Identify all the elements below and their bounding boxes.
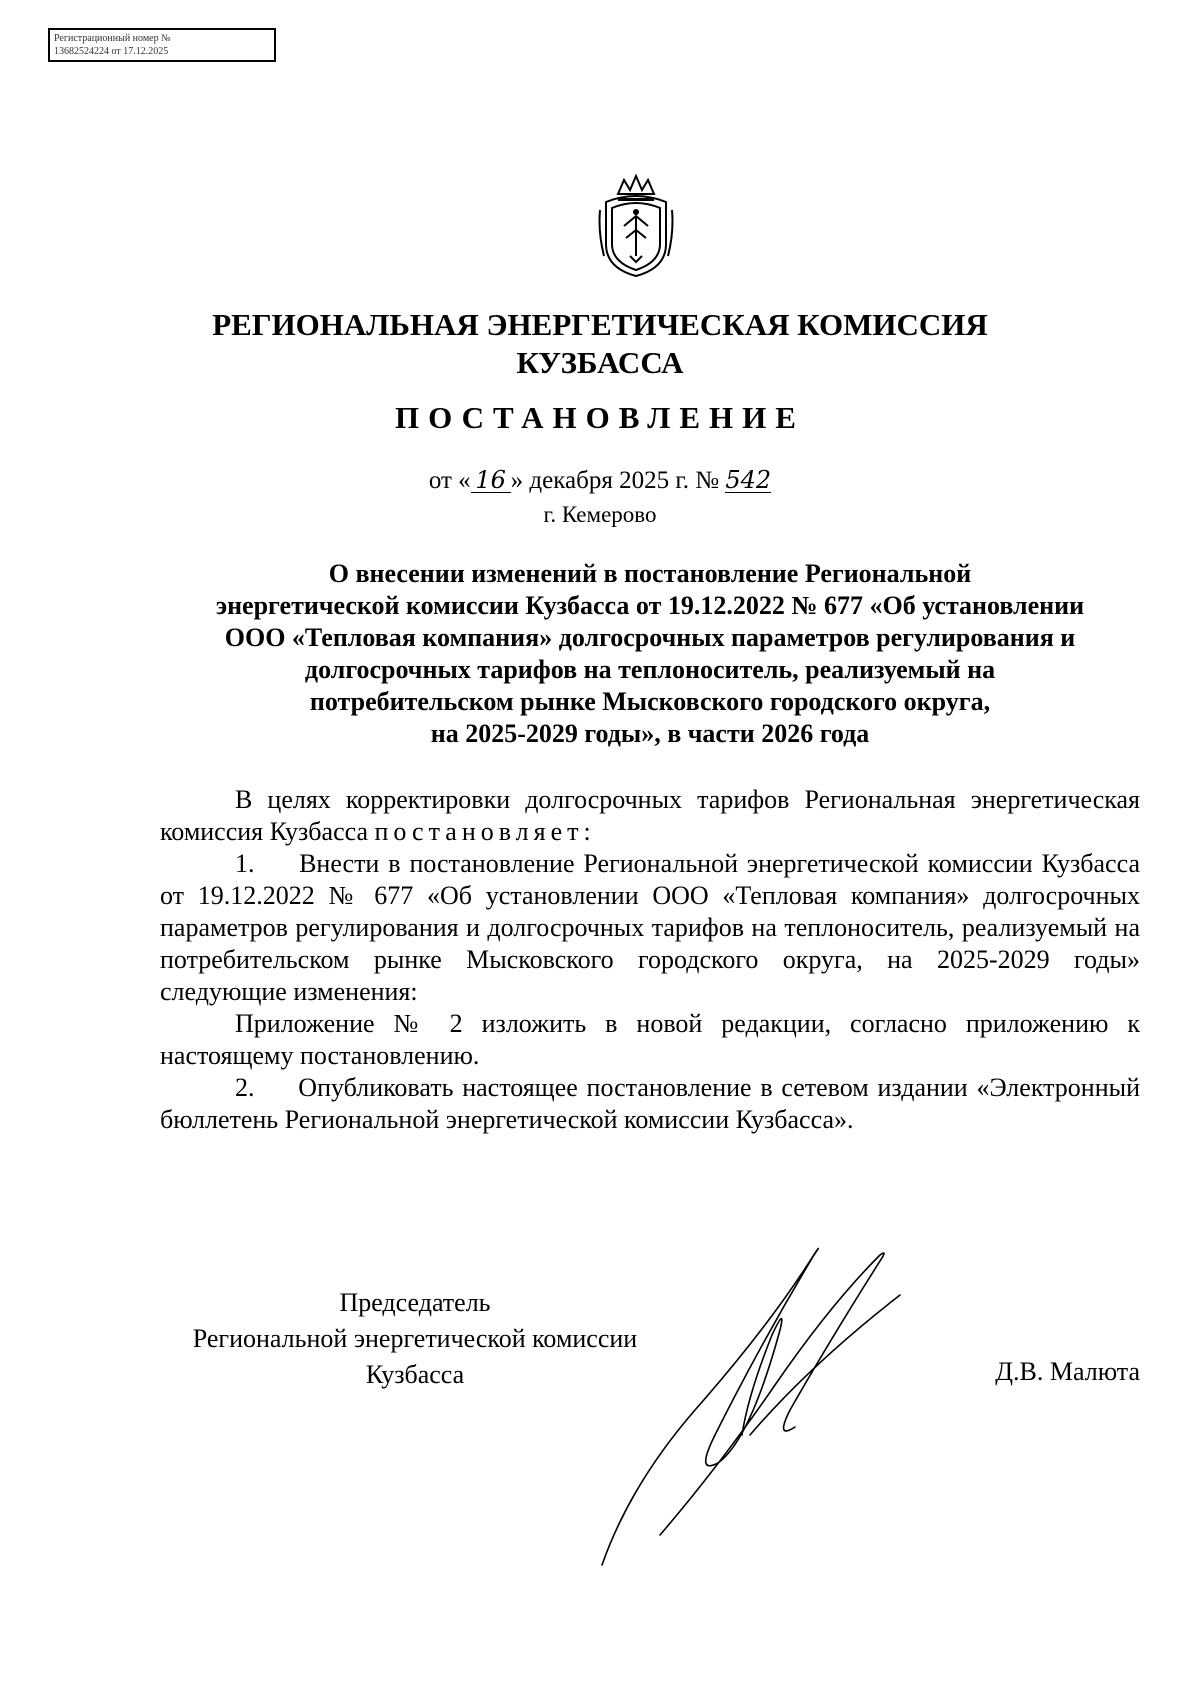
item-1-detail: Приложение № 2 изложить в новой редакции, согласно приложению к настоящему постановлению. [160, 1009, 1140, 1070]
intro-paragraph [160, 784, 1140, 848]
handwritten-day: 16 [471, 468, 511, 493]
subject-line: на 2025-2029 годы», в части 2026 года [430, 719, 870, 748]
registration-number: 13682524224 от 17.12.2025 [54, 46, 169, 57]
subject-line: долгосрочных тарифов на теплоноситель, реализуемый на [304, 655, 996, 684]
organization-line-2: КУЗБАССА [516, 345, 684, 380]
registration-stamp [48, 28, 276, 62]
document-type: ПОСТАНОВЛЕНИЕ [395, 400, 805, 435]
handwritten-signature [600, 1235, 1020, 1575]
signer-title-line-2: Региональной энергетической комиссии [192, 1324, 638, 1353]
item-1: 1. Внести в постановление Региональной энергетической комиссии Кузбасса от 19.12.2022 № 677 «Об установлении ООО «Тепловая компания» долгосрочных параметров регулирования и долгосрочных тарифов на теплоноситель, реализуемый на потребительском рынке Мысковского городского округа, на 2025-2029 годы» следующие изменения: [160, 849, 1140, 1006]
registration-label: Регистрационный номер № [54, 33, 171, 44]
subject-line: О внесении изменений в постановление Региональной [328, 559, 972, 588]
signer-title [155, 1285, 675, 1393]
organization-line-1: РЕГИОНАЛЬНАЯ ЭНЕРГЕТИЧЕСКАЯ КОМИССИЯ [212, 307, 988, 342]
signer-name: Д.В. Малюта [995, 1357, 1140, 1386]
subject-line: энергетической комиссии Кузбасса от 19.12.2022 № 677 «Об установлении [215, 591, 1085, 620]
date-middle: » декабря 2025 г. № [510, 467, 726, 494]
organization-name [0, 306, 1200, 382]
document-date-number [0, 466, 1200, 496]
subject-line: ООО «Тепловая компания» долгосрочных параметров регулирования и [224, 623, 1076, 652]
signer-title-line-3: Кузбасса [365, 1360, 465, 1389]
coat-of-arms-icon [596, 172, 676, 280]
signer-title-line-1: Председатель [339, 1288, 491, 1317]
item-2: 2. Опубликовать настоящее постановление в сетевом издании «Электронный бюллетень Региональной энергетической комиссии Кузбасса». [160, 1073, 1140, 1134]
handwritten-number: 542 [725, 466, 772, 494]
intro-text: В целях корректировки долгосрочных тарифов Региональная энергетическая комиссия Кузбасса [160, 785, 1140, 846]
subject-line: потребительском рынке Мысковского городского округа, [309, 687, 991, 716]
document-subject [160, 558, 1140, 750]
city: г. Кемерово [543, 502, 657, 527]
document-body [160, 784, 1140, 1136]
intro-verb: постановляет: [374, 817, 596, 846]
date-prefix: от « [428, 467, 471, 494]
